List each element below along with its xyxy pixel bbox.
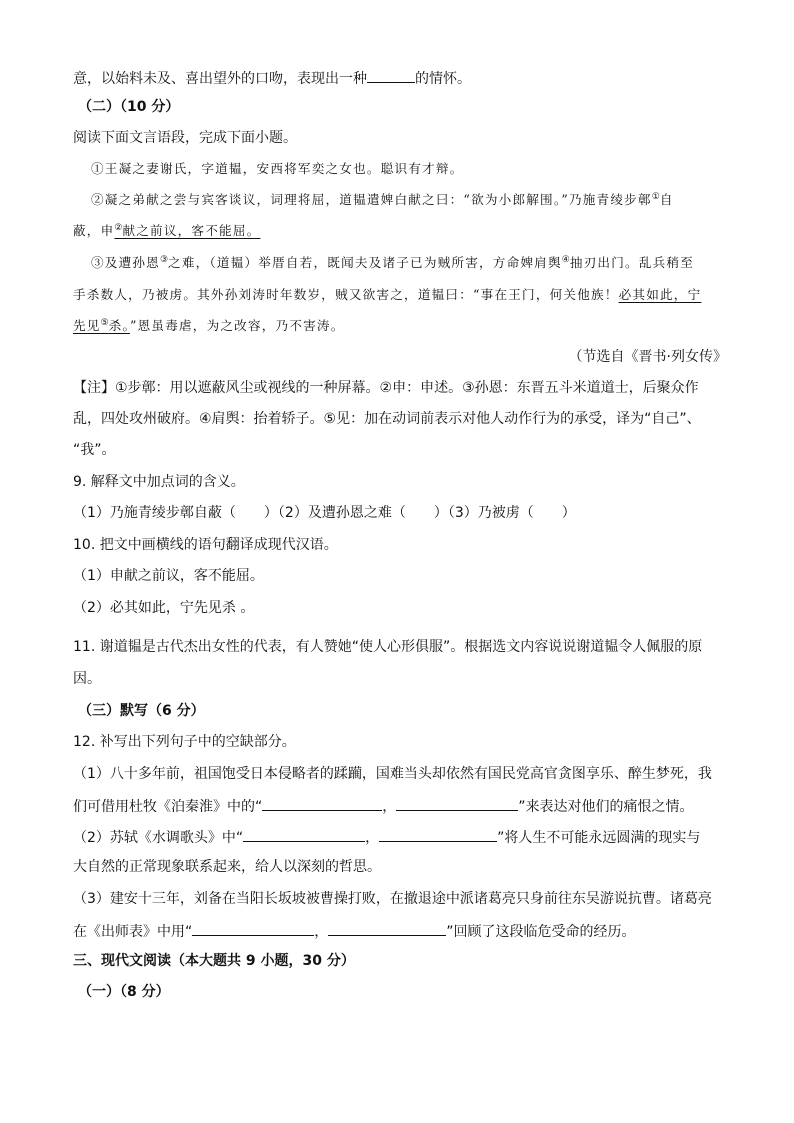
passage-source: （节选自《晋书·列女传》 bbox=[568, 349, 727, 365]
fill-blank bbox=[262, 795, 382, 811]
question-9-title: 9. 解释文中加点词的含义。 bbox=[73, 474, 245, 490]
fill-blank bbox=[328, 920, 446, 936]
passage-paragraph-2-line-2: 蔽，申②献之前议，客不能屈。 bbox=[73, 223, 261, 238]
question-11-line-2: 因。 bbox=[73, 671, 101, 687]
fill-blank bbox=[192, 920, 314, 936]
question-10-title: 10. 把文中画横线的语句翻译成现代汉语。 bbox=[73, 537, 338, 553]
question-12-part-3-line-2: 在《出师表》中用“ ， ”回顾了这段临危受命的经历。 bbox=[73, 920, 636, 942]
question-12-part-1-line-1: （1）八十多年前，祖国饱受日本侵略者的蹂躏，国难当头却依然有国民党高官贪图享乐、醉生梦死，我 bbox=[73, 766, 712, 782]
notes-line-1: 【注】①步鄣：用以遮蔽风尘或视线的一种屏幕。②申：申述。③孙恩：东晋五斗米道道士，后聚众作 bbox=[73, 380, 699, 396]
question-12-part-2-line-2: 大自然的正常现象联系起来，给人以深刻的哲思。 bbox=[73, 859, 381, 875]
answer-text-continuation: 意，以始料未及、喜出望外的口吻，表现出一种 的情怀。 bbox=[73, 67, 471, 89]
section-heading: （二）（10 分） bbox=[78, 99, 180, 115]
fill-blank bbox=[243, 826, 365, 842]
passage-paragraph-2-line-1: ②凝之弟献之尝与宾客谈议，词理将屈，道韫遣婢白献之曰：“欲为小郎解围。”乃施青绫步鄣①自 bbox=[91, 192, 674, 207]
question-12-part-3-line-1: （3）建安十三年，刘备在当阳长坂坡被曹操打败，在撤退途中派诸葛亮只身前往东吴游说抗曹。诸葛亮 bbox=[73, 891, 712, 907]
question-10-sentence-1: （1）申献之前议，客不能屈。 bbox=[73, 568, 264, 584]
question-11-line-1: 11. 谢道韫是古代杰出女性的代表，有人赞她“使人心形俱服”。根据选文内容说说谢道韫令人佩服的原 bbox=[73, 639, 703, 655]
question-12-part-1-line-2: 们可借用杜牧《泊秦淮》中的“ ， ”来表达对他们的痛恨之情。 bbox=[73, 795, 694, 817]
notes-line-2: 乱，四处攻州破府。④肩舆：抬着轿子。⑤见：加在动词前表示对他人动作行为的承受，译为“自己”、 bbox=[73, 411, 701, 427]
part-3-subheading: （一）（8 分） bbox=[78, 984, 170, 1000]
passage-paragraph-1: ①王凝之妻谢氏，字道韫，安西将军奕之女也。聪识有才辩。 bbox=[91, 161, 464, 176]
question-9-items: （1）乃施青绫步鄣自蔽（ ）（2）及遭孙恩之难（ ）（3）乃被虏（ ） bbox=[73, 505, 576, 521]
notes-line-3: “我”。 bbox=[73, 442, 116, 458]
fill-blank bbox=[379, 826, 497, 842]
fill-blank bbox=[396, 795, 518, 811]
passage-paragraph-3-line-3: 先见⑤杀。”恩虽毒虐，为之改容，乃不害涛。 bbox=[73, 318, 345, 333]
fill-blank bbox=[367, 67, 415, 83]
passage-paragraph-3-line-2: 手杀数人，乃被虏。其外孙刘涛时年数岁，贼又欲害之，道韫曰：“事在王门，何关他族！必其如此，宁 bbox=[73, 287, 702, 302]
passage-paragraph-3-line-1: ③及遭孙恩③之难，（道韫）举厝自若，既闻夫及诸子已为贼所害，方命婢肩舆④抽刃出门。乱兵稍至 bbox=[91, 255, 694, 270]
question-12-title: 12. 补写出下列句子中的空缺部分。 bbox=[73, 734, 296, 750]
question-10-sentence-2: （2）必其如此，宁先见杀 。 bbox=[73, 600, 255, 616]
section-heading-dictation: （三）默写（6 分） bbox=[78, 703, 205, 719]
reading-instruction: 阅读下面文言语段，完成下面小题。 bbox=[73, 130, 297, 146]
question-12-part-2-line-1: （2）苏轼《水调歌头》中“ ， ”将人生不可能永远圆满的现实与 bbox=[73, 826, 700, 848]
part-3-heading: 三、现代文阅读（本大题共 9 小题，30 分） bbox=[73, 953, 355, 969]
